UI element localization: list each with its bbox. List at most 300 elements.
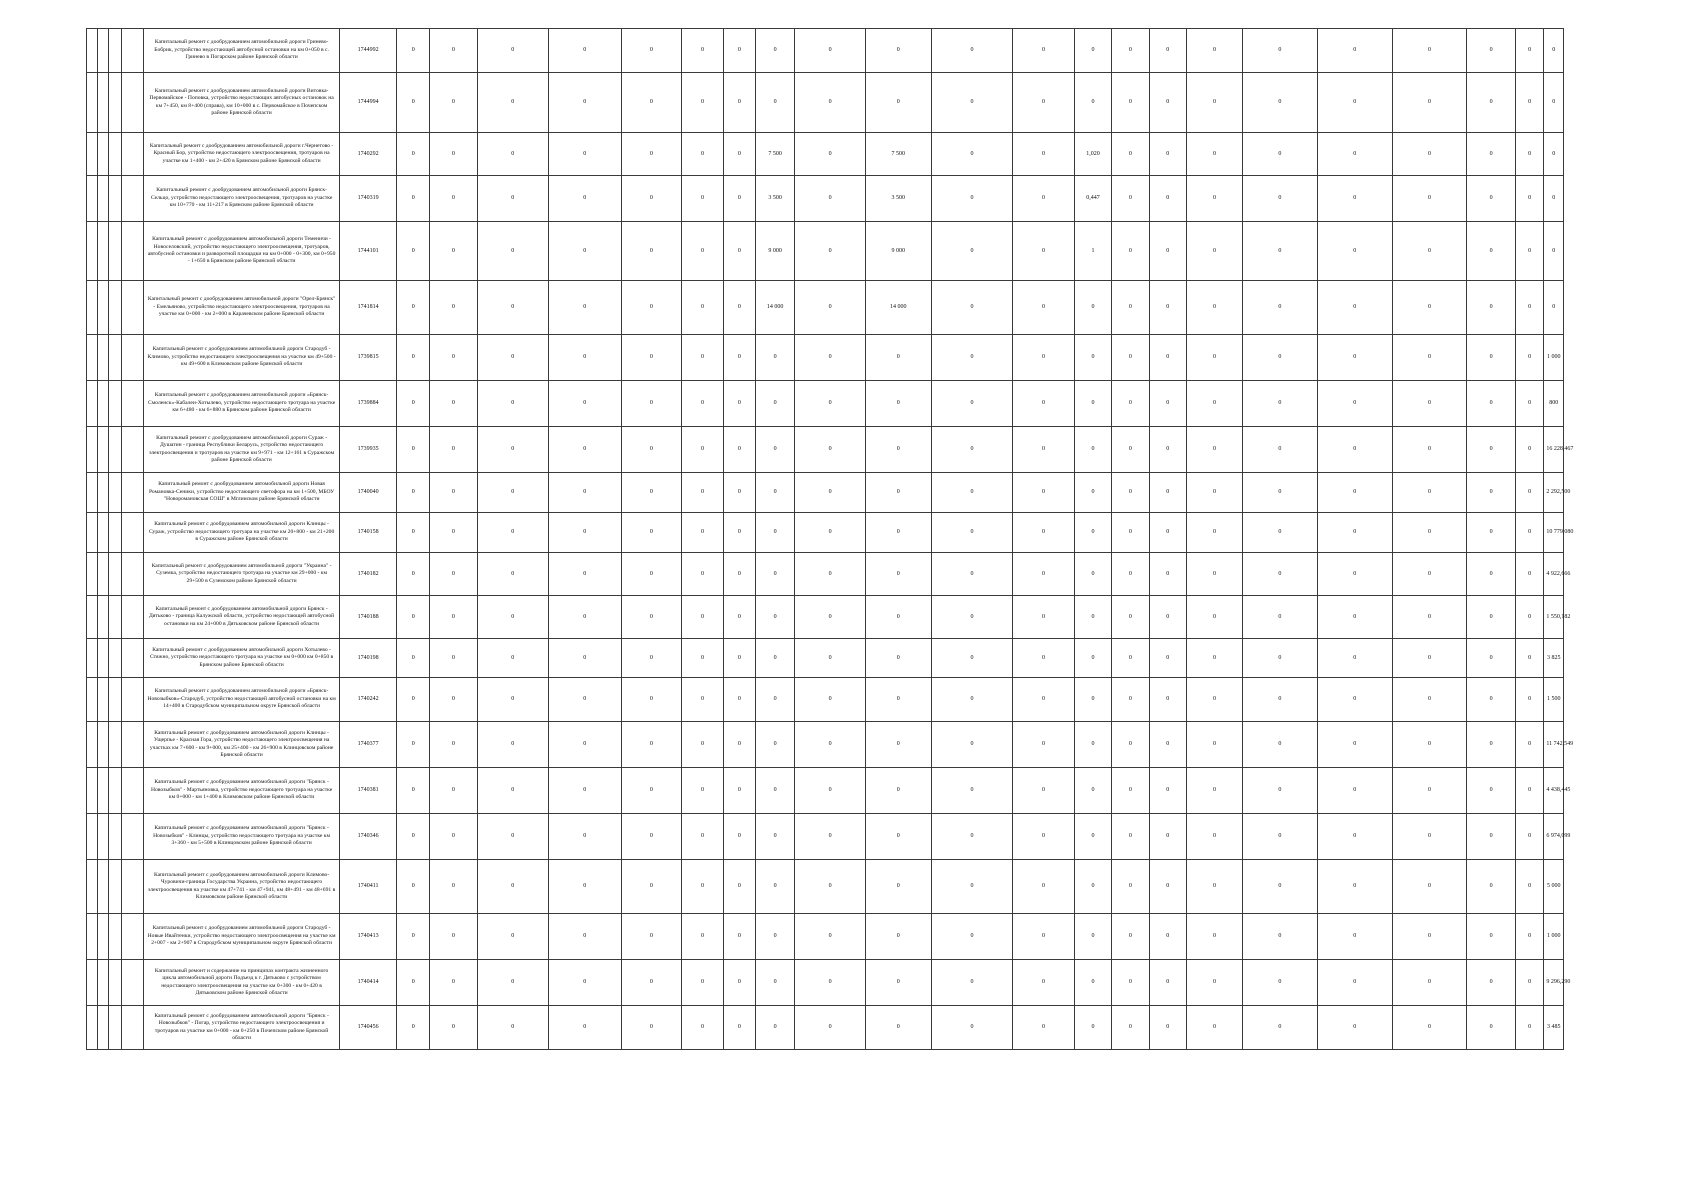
value-cell: 0 (397, 73, 430, 133)
value-cell: 0 (477, 553, 549, 596)
value-cell: 0 (430, 1006, 477, 1050)
empty-cell (109, 29, 122, 73)
value-cell: 0 (795, 381, 865, 427)
value-cell: 1 000 (1544, 914, 1564, 960)
value-cell: 0 (1467, 860, 1515, 914)
empty-cell (109, 73, 122, 133)
value-cell: 6 974,099 (1544, 814, 1564, 860)
value-cell: 0 (1515, 960, 1544, 1006)
object-description-cell: Капитальный ремонт с дообрудованием автомобильной дороги Теменичи - Новоселовский, устройство недостающего электроосвещения, тротуаров, автобусной остановки и разворотной площадки на км 0+000 - 0+300, км 0+950 - 1+650 в Брянском районе Брянской области (144, 222, 340, 281)
value-cell: 0 (755, 860, 795, 914)
table-row (87, 596, 1626, 639)
value-cell: 0 (931, 222, 1012, 281)
value-cell: 0 (1186, 473, 1242, 513)
value-cell: 0 (549, 596, 622, 639)
empty-cell (87, 513, 98, 553)
value-cell: 0 (795, 335, 865, 381)
empty-cell (109, 722, 122, 768)
value-cell: 0 (621, 29, 682, 73)
value-cell: 0 (1074, 335, 1111, 381)
value-cell: 0 (865, 473, 931, 513)
table-row (87, 73, 1626, 133)
value-cell: 0 (682, 29, 724, 73)
value-cell: 0 (621, 473, 682, 513)
value-cell: 0 (795, 814, 865, 860)
object-description-cell: Капитальный ремонт с дообрудованием автомобильной дороги "Брянск - Новозыбков" - Мартьяновка, устройство недостающего тротуара на участке км 0+000 - км 1+400 в Климовском районе Брянской области (144, 768, 340, 814)
empty-cell (122, 722, 144, 768)
value-cell: 0 (755, 1006, 795, 1050)
empty-cell (109, 176, 122, 222)
value-cell: 0 (477, 722, 549, 768)
value-cell: 0 (755, 335, 795, 381)
table-row (87, 722, 1626, 768)
value-cell: 0 (1317, 427, 1392, 473)
scanned-table-sheet (86, 28, 1626, 1050)
value-cell: 0 (1467, 596, 1515, 639)
value-cell: 0 (931, 29, 1012, 73)
value-cell: 4 438,445 (1544, 768, 1564, 814)
value-cell: 0 (477, 960, 549, 1006)
value-cell: 0 (1149, 281, 1186, 335)
empty-cell (87, 427, 98, 473)
empty-cell (122, 860, 144, 914)
value-cell: 0 (1392, 678, 1467, 722)
value-cell: 0 (1149, 133, 1186, 176)
value-cell: 0 (1013, 814, 1075, 860)
value-cell: 0 (1186, 381, 1242, 427)
value-cell: 0 (865, 814, 931, 860)
empty-cell (87, 639, 98, 678)
value-cell: 0 (1243, 914, 1318, 960)
value-cell: 0 (1544, 222, 1564, 281)
value-cell: 0 (621, 914, 682, 960)
value-cell: 0 (1392, 1006, 1467, 1050)
value-cell: 0 (1544, 133, 1564, 176)
empty-cell (109, 678, 122, 722)
object-code-cell: 1744992 (340, 29, 397, 73)
value-cell: 0 (1467, 473, 1515, 513)
empty-cell (122, 768, 144, 814)
value-cell: 3 485 (1544, 1006, 1564, 1050)
value-cell: 0 (755, 722, 795, 768)
value-cell: 0 (1112, 553, 1149, 596)
value-cell: 0 (549, 814, 622, 860)
value-cell: 0 (621, 73, 682, 133)
value-cell: 9 000 (755, 222, 795, 281)
table-row (87, 427, 1626, 473)
value-cell: 0 (755, 29, 795, 73)
value-cell: 0 (795, 960, 865, 1006)
object-code-cell: 1740198 (340, 639, 397, 678)
empty-cell (109, 222, 122, 281)
empty-cell (87, 860, 98, 914)
value-cell: 0 (1515, 133, 1544, 176)
table-row (87, 29, 1626, 73)
empty-cell (122, 678, 144, 722)
empty-cell (98, 722, 109, 768)
value-cell: 0 (865, 1006, 931, 1050)
value-cell: 0 (1186, 29, 1242, 73)
value-cell: 0 (549, 678, 622, 722)
value-cell: 0 (397, 29, 430, 73)
value-cell: 0 (1467, 814, 1515, 860)
value-cell: 0 (477, 914, 549, 960)
table-row (87, 176, 1626, 222)
value-cell: 0 (1243, 513, 1318, 553)
table-row (87, 381, 1626, 427)
value-cell: 0 (1544, 73, 1564, 133)
value-cell: 0 (1074, 473, 1111, 513)
value-cell: 0 (682, 427, 724, 473)
value-cell: 0 (477, 860, 549, 914)
value-cell: 0 (1149, 176, 1186, 222)
value-cell: 0 (397, 596, 430, 639)
value-cell: 0 (1243, 960, 1318, 1006)
value-cell: 0 (1149, 639, 1186, 678)
empty-cell (122, 29, 144, 73)
object-description-cell: Капитальный ремонт с дообрудованием автомобильной дороги Брянск- Сельцо, устройство недостающего электроосвещения, тротуаров на участке км 10+770 - км 11+217 в Брянском районе Брянской области (144, 176, 340, 222)
value-cell: 0 (1186, 596, 1242, 639)
value-cell: 0 (1392, 222, 1467, 281)
value-cell: 1 550,182 (1544, 596, 1564, 639)
value-cell: 0 (1186, 222, 1242, 281)
value-cell: 0 (1149, 678, 1186, 722)
value-cell: 0 (1243, 678, 1318, 722)
value-cell: 0 (1013, 768, 1075, 814)
value-cell: 0 (477, 639, 549, 678)
object-description-cell: Капитальный ремонт с дообрудованием автомобильной дороги Хотылево - Стяжно, устройство недостающего тротуара на участке км 0+000 км 0+850 в Брянском районе Брянской области (144, 639, 340, 678)
value-cell: 0 (1013, 427, 1075, 473)
value-cell: 11 742,549 (1544, 722, 1564, 768)
value-cell: 14 000 (865, 281, 931, 335)
value-cell: 0 (1544, 176, 1564, 222)
value-cell: 0 (430, 222, 477, 281)
value-cell: 0 (1186, 722, 1242, 768)
object-code-cell: 1741814 (340, 281, 397, 335)
value-cell: 0 (795, 553, 865, 596)
object-description-cell: Капитальный ремонт и содержание на принципах контракта жизненного цикла автомобильной дороги Подъезд к г. Дятьково с устройством недостающего электроосвещения на участке км 0+300 - км 0+420 в Дятьковском районе Брянской области (144, 960, 340, 1006)
value-cell: 0 (865, 768, 931, 814)
value-cell: 0 (1515, 513, 1544, 553)
value-cell: 0 (795, 513, 865, 553)
value-cell: 0 (1392, 596, 1467, 639)
value-cell: 14 000 (755, 281, 795, 335)
value-cell: 0 (549, 281, 622, 335)
value-cell: 0 (755, 914, 795, 960)
empty-cell (109, 427, 122, 473)
empty-cell (98, 427, 109, 473)
value-cell: 0 (1317, 860, 1392, 914)
value-cell: 0 (397, 814, 430, 860)
value-cell: 0 (477, 176, 549, 222)
empty-cell (122, 914, 144, 960)
value-cell: 0 (682, 473, 724, 513)
value-cell: 0 (1074, 381, 1111, 427)
value-cell: 0 (1112, 639, 1149, 678)
value-cell: 0 (1074, 814, 1111, 860)
value-cell: 0 (682, 678, 724, 722)
value-cell: 0 (1317, 678, 1392, 722)
value-cell: 0 (1392, 513, 1467, 553)
value-cell: 0 (1013, 513, 1075, 553)
value-cell: 0 (621, 639, 682, 678)
value-cell: 1,020 (1074, 133, 1111, 176)
value-cell: 0 (1515, 73, 1544, 133)
object-code-cell: 1740158 (340, 513, 397, 553)
value-cell: 0 (1149, 473, 1186, 513)
value-cell: 9 000 (865, 222, 931, 281)
object-description-cell: Капитальный ремонт с дообрудованием автомобильной дороги "Брянск - Новозыбков" - Погар, устройство недостающего электроосвещения и тротуаров на участке км 0+000 - км 0+250 в Почепском районе Брянской области (144, 1006, 340, 1050)
value-cell: 0 (682, 814, 724, 860)
value-cell: 0 (755, 768, 795, 814)
empty-cell (109, 553, 122, 596)
value-cell: 0 (1112, 596, 1149, 639)
value-cell: 0 (755, 473, 795, 513)
value-cell: 0 (477, 73, 549, 133)
value-cell: 0 (477, 335, 549, 381)
empty-cell (122, 639, 144, 678)
value-cell: 0 (1013, 222, 1075, 281)
value-cell: 0 (1013, 596, 1075, 639)
value-cell: 0 (1515, 914, 1544, 960)
object-code-cell: 1744994 (340, 73, 397, 133)
value-cell: 0 (1515, 381, 1544, 427)
value-cell: 0 (1149, 960, 1186, 1006)
value-cell: 1 (1074, 222, 1111, 281)
value-cell: 0 (1112, 722, 1149, 768)
empty-cell (98, 914, 109, 960)
value-cell: 0 (1074, 960, 1111, 1006)
value-cell: 0 (1515, 860, 1544, 914)
value-cell: 0 (1074, 553, 1111, 596)
value-cell: 0 (931, 513, 1012, 553)
value-cell: 0 (723, 596, 755, 639)
value-cell: 0 (430, 335, 477, 381)
value-cell: 0 (430, 553, 477, 596)
value-cell: 0 (931, 596, 1012, 639)
value-cell: 1 500 (1544, 678, 1564, 722)
value-cell: 0 (1515, 814, 1544, 860)
value-cell: 0 (397, 381, 430, 427)
value-cell: 0 (549, 133, 622, 176)
value-cell: 0 (430, 133, 477, 176)
empty-cell (98, 133, 109, 176)
value-cell: 0 (723, 814, 755, 860)
empty-cell (122, 133, 144, 176)
value-cell: 0 (1392, 176, 1467, 222)
value-cell: 0 (682, 513, 724, 553)
value-cell: 0 (682, 639, 724, 678)
value-cell: 0 (931, 473, 1012, 513)
value-cell: 0 (723, 768, 755, 814)
value-cell: 3 500 (865, 176, 931, 222)
value-cell: 0 (1515, 639, 1544, 678)
value-cell: 0 (1013, 335, 1075, 381)
value-cell: 0 (1467, 133, 1515, 176)
empty-cell (87, 914, 98, 960)
table-row (87, 1006, 1626, 1050)
value-cell: 0 (1317, 281, 1392, 335)
value-cell: 0 (723, 1006, 755, 1050)
empty-cell (109, 639, 122, 678)
value-cell: 0 (1243, 596, 1318, 639)
value-cell: 0 (621, 722, 682, 768)
value-cell: 0 (931, 1006, 1012, 1050)
object-description-cell: Капитальный ремонт с дообрудованием автомобильной дороги Сураж - Душатин - граница Республики Беларусь, устройство недостающего электроосвещения и тротуаров на участке км 9+971 - км 12+161 в Суражском районе Брянской области (144, 427, 340, 473)
table-row (87, 639, 1626, 678)
value-cell: 0 (795, 427, 865, 473)
empty-cell (122, 513, 144, 553)
value-cell: 0 (1467, 176, 1515, 222)
value-cell: 0 (1112, 914, 1149, 960)
value-cell: 0 (1392, 814, 1467, 860)
value-cell: 0 (723, 381, 755, 427)
value-cell: 0 (477, 768, 549, 814)
value-cell: 0 (723, 960, 755, 1006)
value-cell: 0 (1515, 222, 1544, 281)
value-cell: 0 (1515, 722, 1544, 768)
value-cell: 0 (1515, 596, 1544, 639)
value-cell: 0 (477, 596, 549, 639)
value-cell: 0 (723, 176, 755, 222)
empty-cell (109, 914, 122, 960)
empty-cell (122, 553, 144, 596)
value-cell: 0 (1243, 222, 1318, 281)
value-cell: 0 (1515, 553, 1544, 596)
value-cell: 0 (1467, 722, 1515, 768)
table-row (87, 133, 1626, 176)
object-description-cell: Капитальный ремонт с дообрудованием автомобильной дороги Гринево-Бобрик, устройство недостающей автобусной остановки на км 0+050 в с. Гринево в Погарском районе Брянской области (144, 29, 340, 73)
empty-cell (98, 381, 109, 427)
value-cell: 0 (1467, 335, 1515, 381)
object-description-cell: Капитальный ремонт с дообрудованием автомобильной дороги "Украина" - Суземка, устройство недостающего тротуара на участке км 29+000 - км 29+500 в Суземском районе Брянской области (144, 553, 340, 596)
empty-cell (87, 176, 98, 222)
value-cell: 0 (755, 73, 795, 133)
empty-cell (98, 639, 109, 678)
value-cell: 0 (397, 176, 430, 222)
value-cell: 0 (430, 860, 477, 914)
value-cell: 0 (682, 73, 724, 133)
empty-cell (87, 335, 98, 381)
value-cell: 0 (1243, 133, 1318, 176)
empty-cell (98, 553, 109, 596)
empty-cell (87, 133, 98, 176)
value-cell: 0 (1112, 960, 1149, 1006)
value-cell: 0 (682, 860, 724, 914)
value-cell: 0 (865, 29, 931, 73)
value-cell: 0 (477, 133, 549, 176)
value-cell: 0 (723, 678, 755, 722)
value-cell: 0 (477, 281, 549, 335)
value-cell: 0 (397, 914, 430, 960)
value-cell: 0 (1243, 381, 1318, 427)
value-cell: 0 (682, 222, 724, 281)
object-code-cell: 1744101 (340, 222, 397, 281)
value-cell: 0 (397, 513, 430, 553)
value-cell: 0 (755, 553, 795, 596)
value-cell: 0 (1013, 29, 1075, 73)
value-cell: 0 (755, 960, 795, 1006)
empty-cell (98, 814, 109, 860)
empty-cell (109, 768, 122, 814)
empty-cell (87, 73, 98, 133)
value-cell: 0 (1317, 553, 1392, 596)
value-cell: 0 (549, 381, 622, 427)
value-cell: 0 (1317, 335, 1392, 381)
value-cell: 0 (795, 222, 865, 281)
value-cell: 0 (1243, 176, 1318, 222)
value-cell: 0 (549, 860, 622, 914)
value-cell: 0 (1392, 914, 1467, 960)
value-cell: 0 (1392, 281, 1467, 335)
value-cell: 0 (621, 222, 682, 281)
value-cell: 0 (931, 176, 1012, 222)
value-cell: 0 (1013, 960, 1075, 1006)
value-cell: 0 (1112, 427, 1149, 473)
value-cell: 0 (1243, 768, 1318, 814)
value-cell: 0 (931, 768, 1012, 814)
value-cell: 0 (1243, 427, 1318, 473)
empty-cell (109, 133, 122, 176)
value-cell: 0 (477, 222, 549, 281)
table-row (87, 860, 1626, 914)
value-cell: 0 (1467, 73, 1515, 133)
value-cell: 0 (755, 381, 795, 427)
value-cell: 0 (1112, 281, 1149, 335)
value-cell: 0 (430, 960, 477, 1006)
value-cell: 0 (1149, 768, 1186, 814)
value-cell: 0 (1467, 381, 1515, 427)
value-cell: 0 (621, 133, 682, 176)
object-description-cell: Капитальный ремонт с дообрудованием автомобильной дороги Витовка-Первомайское - Поповка, устройство недостающих автобусных остановок на км 7+450, км 8+400 (справа), км 10+000 в с. Первомайское в Почепском районе Брянской области (144, 73, 340, 133)
empty-cell (87, 473, 98, 513)
value-cell: 0 (549, 768, 622, 814)
value-cell: 0 (1149, 722, 1186, 768)
value-cell: 0 (1515, 768, 1544, 814)
value-cell: 0 (795, 639, 865, 678)
value-cell: 0 (477, 427, 549, 473)
value-cell: 0 (1013, 678, 1075, 722)
value-cell: 0 (430, 678, 477, 722)
object-code-cell: 1740242 (340, 678, 397, 722)
table-row (87, 222, 1626, 281)
value-cell: 0 (1112, 29, 1149, 73)
value-cell: 0 (430, 639, 477, 678)
value-cell: 0 (1243, 722, 1318, 768)
value-cell: 0 (723, 473, 755, 513)
value-cell: 0 (795, 473, 865, 513)
value-cell: 0 (1186, 176, 1242, 222)
value-cell: 0 (1013, 914, 1075, 960)
value-cell: 0 (865, 722, 931, 768)
value-cell: 0 (1243, 29, 1318, 73)
value-cell: 0 (621, 513, 682, 553)
value-cell: 0 (1317, 133, 1392, 176)
value-cell: 0 (1149, 860, 1186, 914)
value-cell: 0 (1186, 133, 1242, 176)
value-cell: 0 (1243, 335, 1318, 381)
value-cell: 0 (795, 133, 865, 176)
empty-cell (98, 678, 109, 722)
value-cell: 0 (931, 960, 1012, 1006)
table-row (87, 914, 1626, 960)
value-cell: 0 (1392, 722, 1467, 768)
value-cell: 0 (549, 335, 622, 381)
value-cell: 0 (865, 73, 931, 133)
value-cell: 16 228,467 (1544, 427, 1564, 473)
value-cell: 0 (1112, 768, 1149, 814)
value-cell: 0 (1392, 639, 1467, 678)
